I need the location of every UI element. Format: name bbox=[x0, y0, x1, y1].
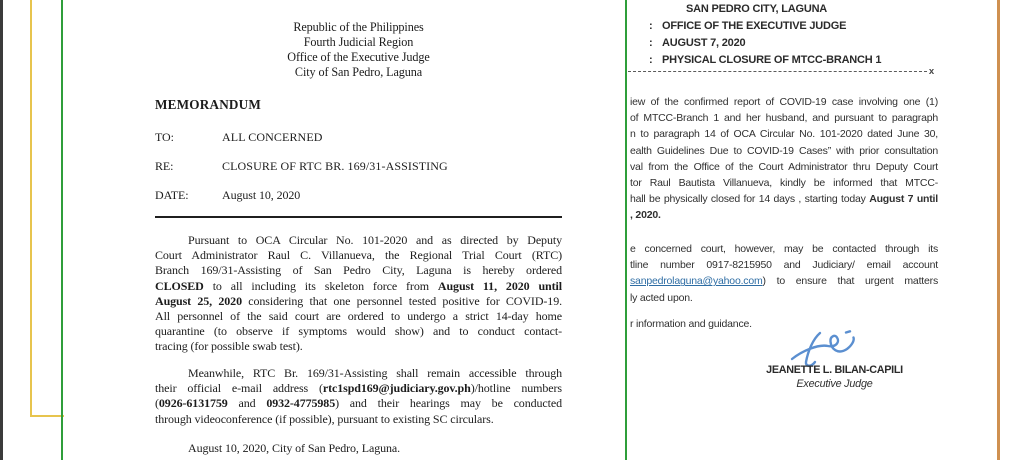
text-line: through videoconference (if possible), pursuant to existing SC circulars. bbox=[155, 411, 494, 426]
text-line: tracing (for possible swab test). bbox=[155, 339, 303, 354]
signature-dot bbox=[846, 331, 850, 332]
left-edge-bar bbox=[0, 0, 3, 460]
text-line: Branch 169/31-Assisting of San Pedro City, Laguna is hereby ordered bbox=[155, 263, 562, 278]
signature-ink bbox=[790, 329, 864, 369]
email-address: rtc1spd169@judiciary.gov.ph bbox=[322, 381, 471, 396]
left-page-border-line bbox=[61, 0, 63, 460]
colon-mark: : bbox=[649, 20, 653, 32]
field-to-value: ALL CONCERNED bbox=[222, 130, 323, 144]
hotline-number-2: 0932-4775985 bbox=[266, 396, 336, 411]
paragraph-contact-info bbox=[155, 366, 562, 427]
signature-stroke-flourish bbox=[792, 336, 854, 359]
text-line: e concerned court, however, may be contacted through its bbox=[630, 243, 938, 255]
text-line: Pursuant to OCA Circular No. 101-2020 and as directed by Deputy bbox=[188, 233, 562, 247]
text-line: ealth Guidelines Due to COVID-19 Cases” with prior consultation bbox=[630, 144, 938, 157]
text-line: , 2020. bbox=[630, 209, 661, 222]
text-line: their official e-mail address (rtc1spd169@judiciary.gov.ph)/hotline numbers bbox=[155, 381, 562, 396]
dashed-separator bbox=[628, 66, 934, 77]
header-date-line: : AUGUST 7, 2020 bbox=[630, 35, 938, 52]
paragraph-closure-order bbox=[155, 233, 562, 355]
dashed-line bbox=[628, 71, 927, 72]
closing-date-line: August 10, 2020, City of San Pedro, Laguna. bbox=[188, 441, 401, 455]
text-line: n to paragraph 14 of OCA Circular No. 101-2020 dated June 30, bbox=[630, 128, 938, 141]
memorandum-page-left bbox=[155, 0, 562, 460]
letterhead-line-3: Office of the Executive Judge bbox=[287, 50, 430, 64]
text-line: All personnel of the said court are ordered to undergo a strict 14-day home bbox=[155, 309, 562, 324]
header-subject-line: : PHYSICAL CLOSURE OF MTCC-BRANCH 1 bbox=[630, 52, 938, 69]
header-office-line: : OFFICE OF THE EXECUTIVE JUDGE bbox=[630, 18, 938, 35]
signatory-name: JEANETTE L. BILAN-CAPILI bbox=[766, 364, 903, 376]
field-date bbox=[155, 188, 562, 203]
field-re bbox=[155, 159, 562, 174]
letterhead-line-2: Fourth Judicial Region bbox=[303, 35, 414, 49]
divider-rule bbox=[155, 216, 562, 218]
text-line: Meanwhile, RTC Br. 169/31-Assisting shall remain accessible through bbox=[188, 366, 562, 380]
field-to bbox=[155, 130, 562, 145]
paragraph-physical-closure bbox=[630, 94, 938, 224]
text-line: hall be physically closed for 14 days , starting today August 7 until bbox=[630, 193, 938, 206]
signature-block bbox=[727, 364, 942, 390]
separator-end-mark: x bbox=[928, 66, 934, 77]
right-memo-header bbox=[630, 1, 938, 69]
letterhead-line-1: Republic of the Philippines bbox=[293, 20, 424, 34]
memorandum-page-right bbox=[630, 0, 938, 460]
colon-mark: : bbox=[649, 54, 653, 66]
text-line: val from the Office of the Court Administrator thru Deputy Court bbox=[630, 160, 938, 173]
text-line: CLOSED to all including its skeleton force from August 11, 2020 until bbox=[155, 278, 562, 293]
letterhead-line-4: City of San Pedro, Laguna bbox=[294, 65, 423, 79]
hotline-number-1: 0926-6131759 bbox=[158, 396, 228, 411]
email-link[interactable]: sanpedrolaguna@yahoo.com bbox=[630, 275, 763, 288]
text-line: tor Raul Bautista Villanueva, kindly be informed that MTCC- bbox=[630, 177, 938, 190]
yellow-border-line bbox=[30, 0, 32, 417]
colon-mark: : bbox=[649, 37, 653, 49]
field-date-label: DATE: bbox=[155, 188, 189, 202]
field-re-value: CLOSURE OF RTC BR. 169/31-ASSISTING bbox=[222, 159, 448, 173]
signatory-title: Executive Judge bbox=[796, 378, 873, 390]
yellow-border-corner bbox=[30, 415, 64, 417]
right-page-right-border-line bbox=[997, 0, 1000, 460]
field-date-value: August 10, 2020 bbox=[222, 188, 301, 202]
text-line: iew of the confirmed report of COVID-19 case involving one (1) bbox=[630, 96, 938, 108]
paragraph-guidance: r information and guidance. bbox=[630, 318, 752, 330]
text-line: Court Administrator Raul C. Villanueva, the Regional Trial Court (RTC) bbox=[155, 248, 562, 263]
text-line: sanpedrolaguna@yahoo.com) to ensure that urgent matters bbox=[630, 275, 938, 288]
field-to-label: TO: bbox=[155, 130, 174, 144]
text-line: August 25, 2020 considering that one personnel tested positive for COVID-19. bbox=[155, 293, 562, 308]
memorandum-title: MEMORANDUM bbox=[155, 97, 262, 112]
text-line: ly acted upon. bbox=[630, 291, 693, 304]
text-line: (0926-6131759 and 0932-4775985) and their hearings may be conducted bbox=[155, 396, 562, 411]
paragraph-contact-court bbox=[630, 241, 938, 306]
text-line: of MTCC-Branch 1 and her husband, and pursuant to paragraph bbox=[630, 112, 938, 125]
header-court-location: SAN PEDRO CITY, LAGUNA bbox=[686, 3, 828, 15]
right-page-border-line bbox=[625, 0, 627, 460]
text-line: quarantine (to observe if symptoms would show) and to conduct contact- bbox=[155, 324, 562, 339]
field-re-label: RE: bbox=[155, 159, 174, 173]
text-line: tline number 0917-8215950 and Judiciary/ email account bbox=[630, 259, 938, 272]
letterhead bbox=[155, 20, 562, 80]
